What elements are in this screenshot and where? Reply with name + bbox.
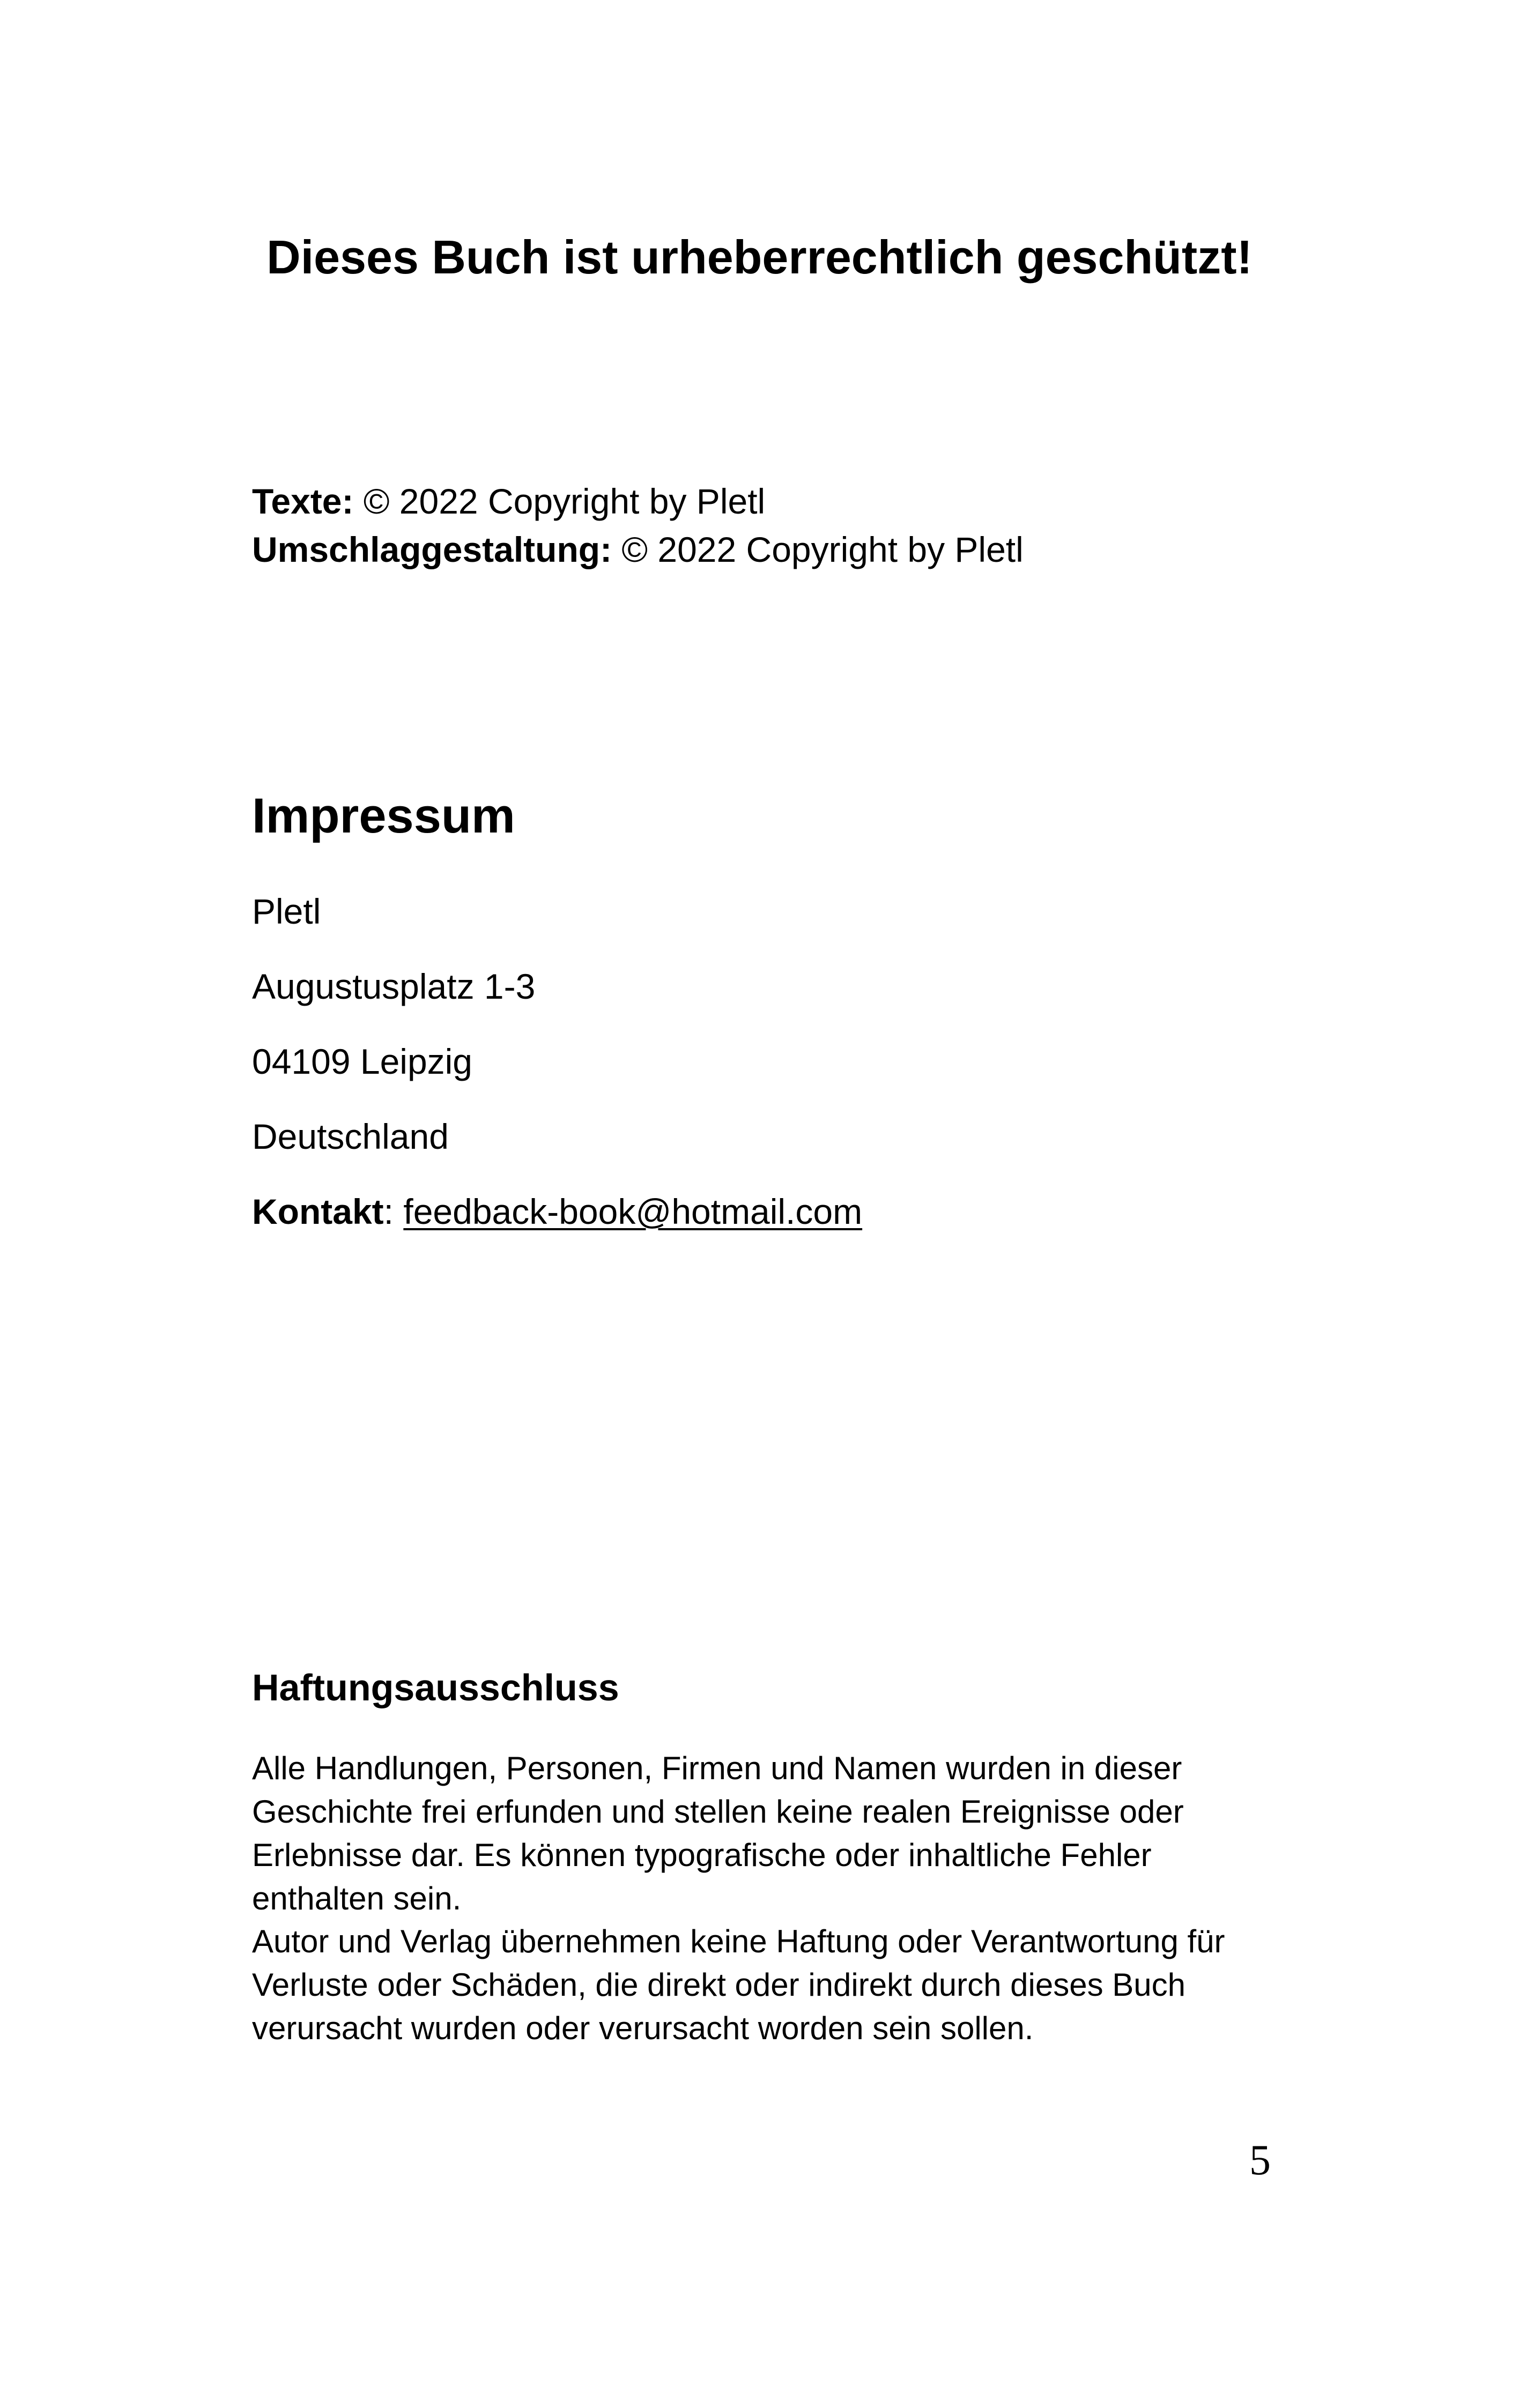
credit-cover-design-label: Umschlaggestaltung: — [252, 530, 612, 569]
credit-texts-label: Texte: — [252, 481, 354, 521]
contact-label: Kontakt — [252, 1192, 384, 1231]
publisher-city: 04109 Leipzig — [252, 1042, 473, 1081]
disclaimer-text-1: Alle Handlungen, Personen, Firmen und Namen wurden in dieser Geschichte frei erfunden und stellen keine realen Ereignisse oder Erlebnisse dar. Es können typografische oder inhaltliche Fehler enthalten sein. — [252, 1750, 1184, 1916]
credit-cover-design-value: © 2022 Copyright by Pletl — [612, 530, 1024, 569]
page-title: Dieses Buch ist urheberrechtlich geschützt! — [266, 231, 1253, 284]
contact-email-link[interactable]: feedback-book@hotmail.com — [403, 1192, 863, 1231]
impressum-heading: Impressum — [252, 789, 515, 843]
contact-separator: : — [383, 1192, 404, 1231]
credit-texts — [252, 477, 765, 525]
page-number: 5 — [1249, 2137, 1271, 2184]
publisher-street: Augustusplatz 1-3 — [252, 967, 536, 1006]
disclaimer-paragraph-1 — [252, 1746, 1287, 1920]
credit-texts-value: © 2022 Copyright by Pletl — [353, 481, 766, 521]
disclaimer-text-2: Autor und Verlag übernehmen keine Haftung oder Verantwortung für Verluste oder Schäden, die direkt oder indirekt durch dieses Buch verursacht wurden oder verursacht worden sein sollen. — [252, 1923, 1225, 2046]
publisher-name: Pletl — [252, 891, 321, 931]
publisher-country: Deutschland — [252, 1117, 449, 1156]
disclaimer-paragraph-2 — [252, 1920, 1287, 2050]
disclaimer-heading: Haftungsausschluss — [252, 1667, 619, 1708]
contact-line — [252, 1187, 862, 1236]
credit-cover-design — [252, 525, 1024, 574]
